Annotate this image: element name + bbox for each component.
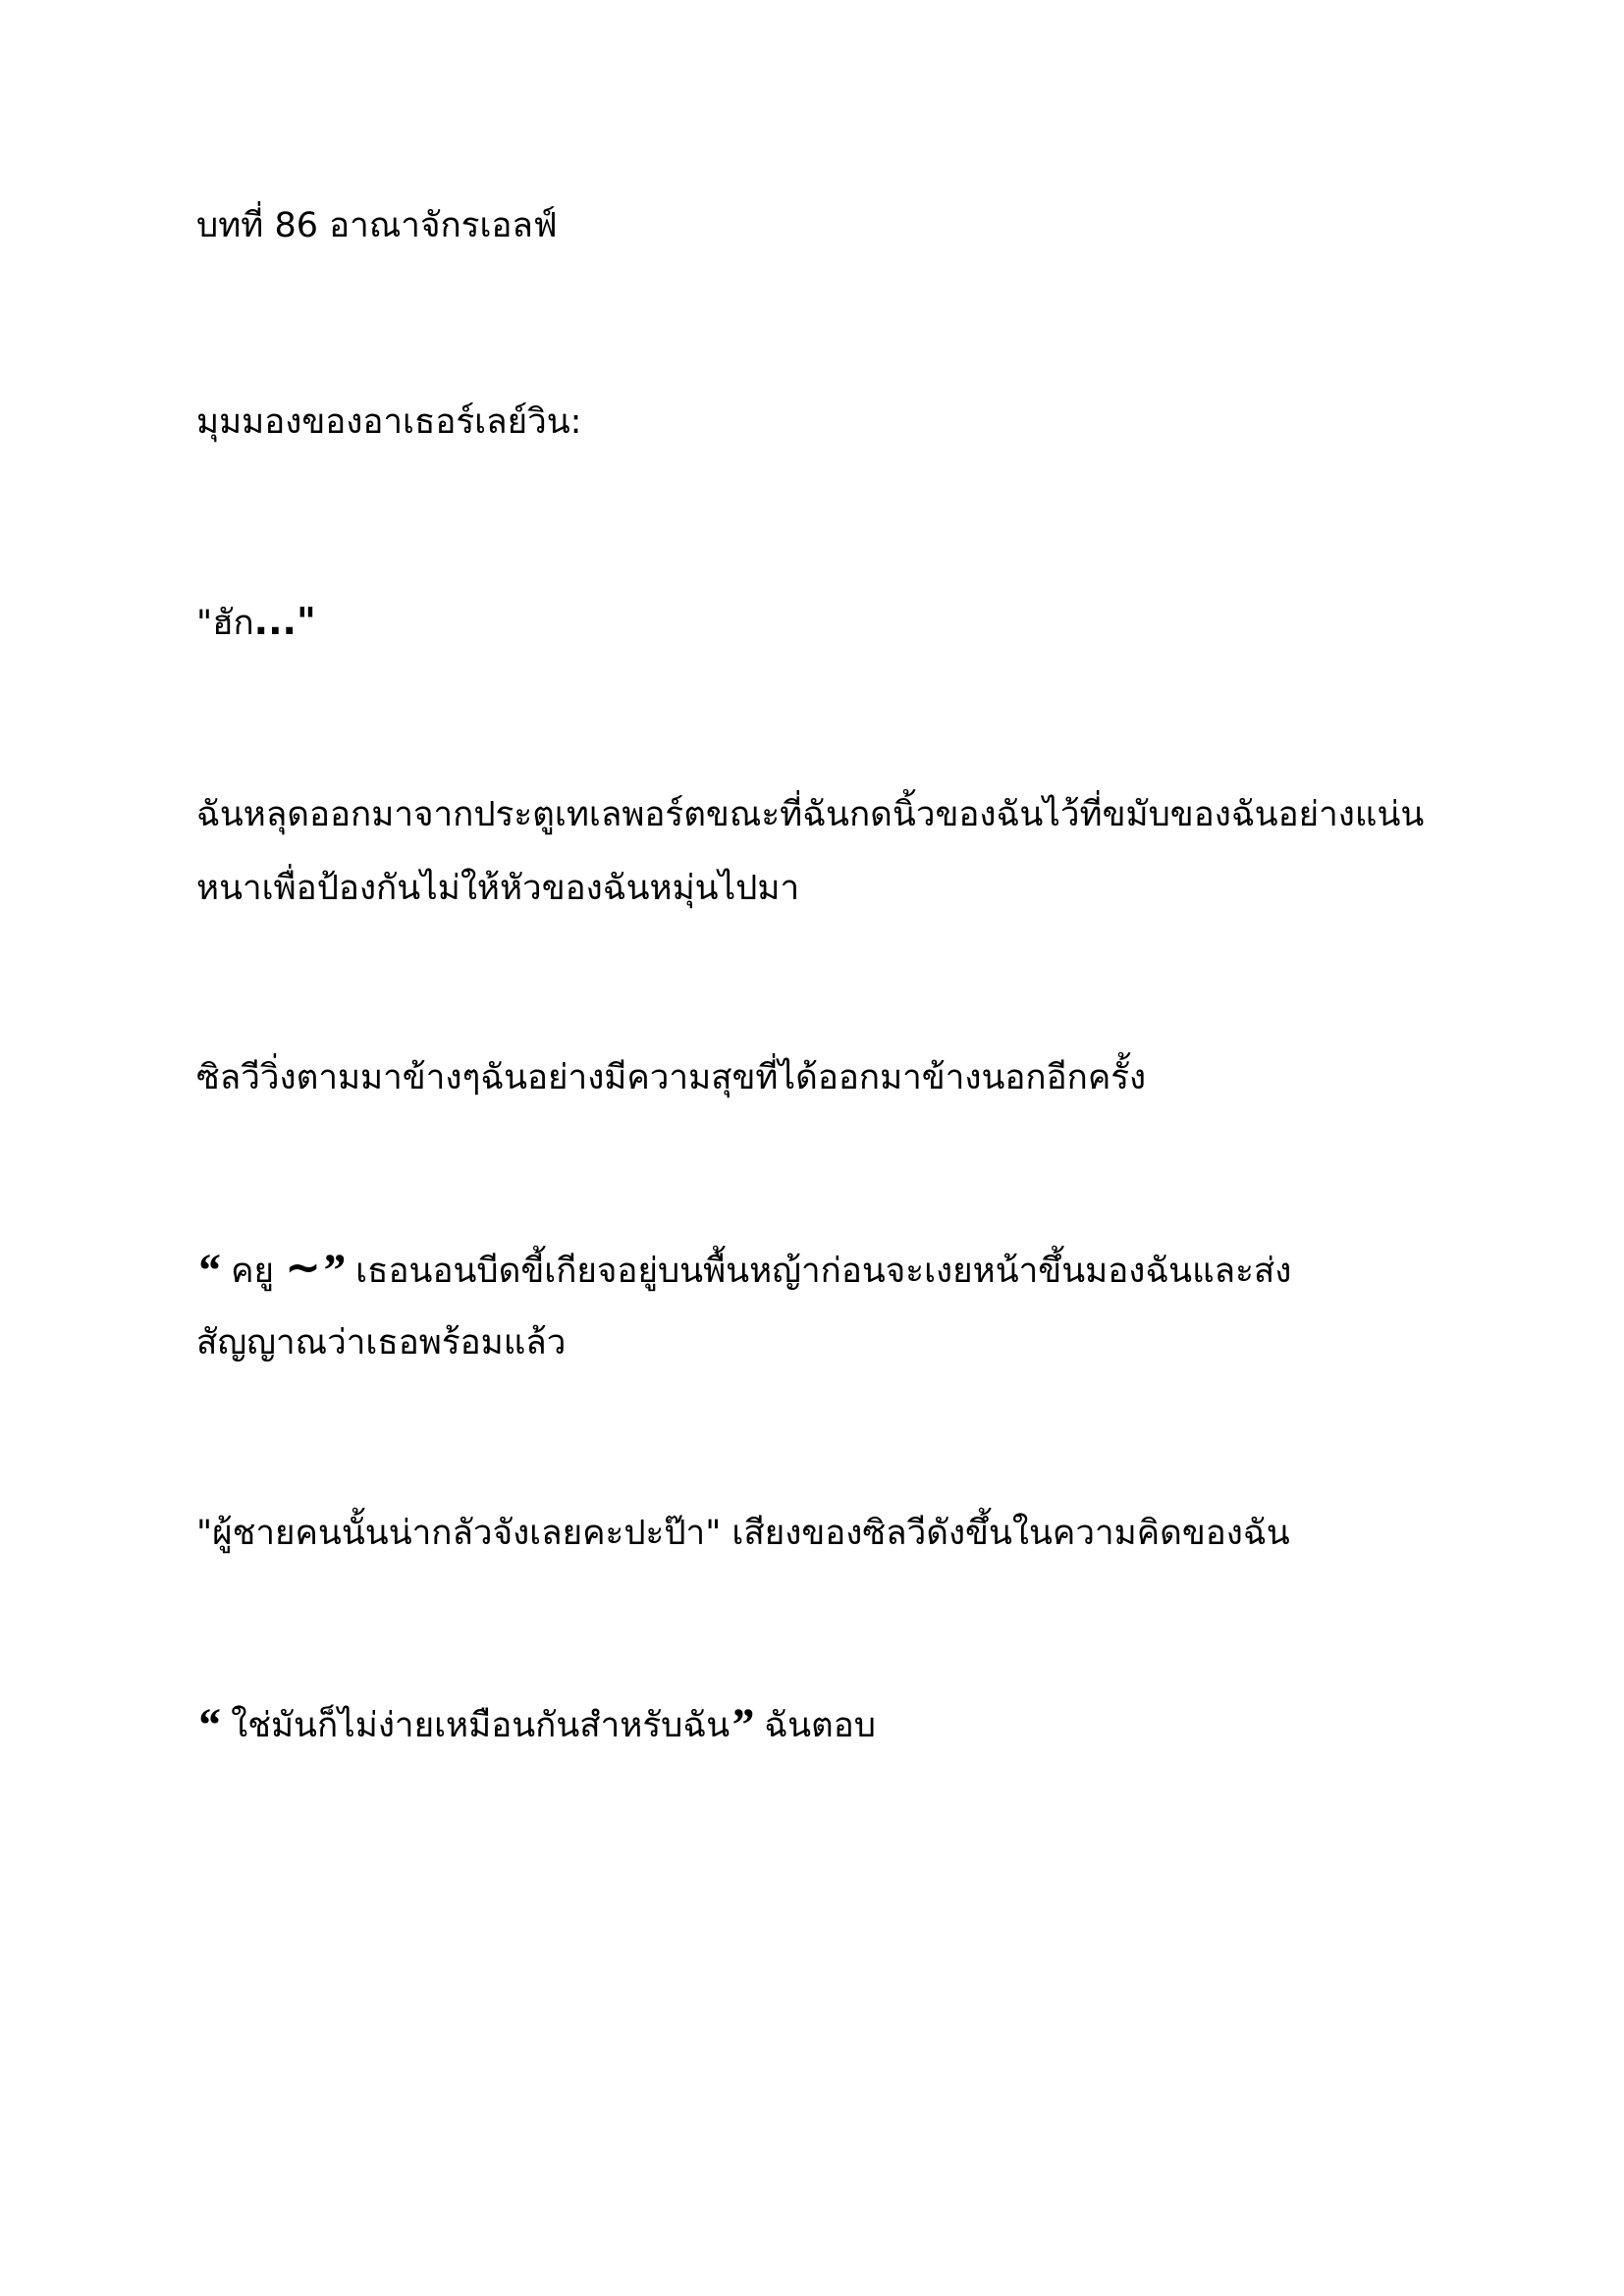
paragraph-3-line-2 [196,1318,566,1367]
paragraph-3-line-2-text: สัญญาณว่าเธอพร้อมแล้ว [196,1323,567,1362]
open-quote-mark: “ [196,1245,220,1297]
gasp-ellipsis: ..." [253,600,316,643]
paragraph-4 [196,1509,1290,1558]
paragraph-1-line-1-text: ฉันหลุดออกมาจากประตูเทเลพอร์ตขณะที่ฉันกดนิ้วของฉันไว้ที่ขมับของฉันอย่างแน่น [196,795,1425,834]
gasp-text: "ฮัก [196,604,254,643]
speech-text: ใช่มันก็ไม่ง่ายเหมือนกันสำหรับฉัน [220,1706,731,1745]
paragraph-2-text: ซิลวีวิ่งตามมาข้างๆฉันอย่างมีความสุขที่ได้ออกมาข้างนอกอีกครั้ง [196,1058,1147,1097]
paragraph-5 [196,1701,876,1750]
paragraph-5-rest-text: ฉันตอบ [753,1706,876,1745]
open-quote-mark: “ [196,1699,220,1751]
chapter-title-text: บทที่ 86 อาณาจักรเอลฟ์ [196,206,558,245]
pov-heading-text: มุมมองของอาเธอร์เลย์วิน: [196,402,582,442]
gasp-line [196,597,316,648]
paragraph-3-line-1 [196,1244,1291,1296]
tilde-mark: ~ [285,1243,322,1293]
chapter-title [196,201,558,250]
paragraph-1-line-2 [196,864,799,913]
kyu-word: คยู [220,1252,286,1291]
close-quote-mark: ” [730,1699,754,1751]
paragraph-3-rest-text: เธอนอนบีดขี้เกียจอยู่บนพื้นหญ้าก่อนจะเงยหน้าขึ้นมองฉันและส่ง [345,1252,1292,1291]
close-quote-mark: ” [321,1245,346,1297]
pov-heading [196,398,581,447]
paragraph-4-text: "ผู้ชายคนนั้นน่ากลัวจังเลยคะปะป๊า" เสียงของซิลวีดังขึ้นในความคิดของฉัน [196,1514,1290,1553]
paragraph-2 [196,1053,1146,1102]
paragraph-1-line-1 [196,790,1424,839]
paragraph-1-line-2-text: หนาเพื่อป้องกันไม่ให้หัวของฉันหมุ่นไปมา [196,869,800,908]
